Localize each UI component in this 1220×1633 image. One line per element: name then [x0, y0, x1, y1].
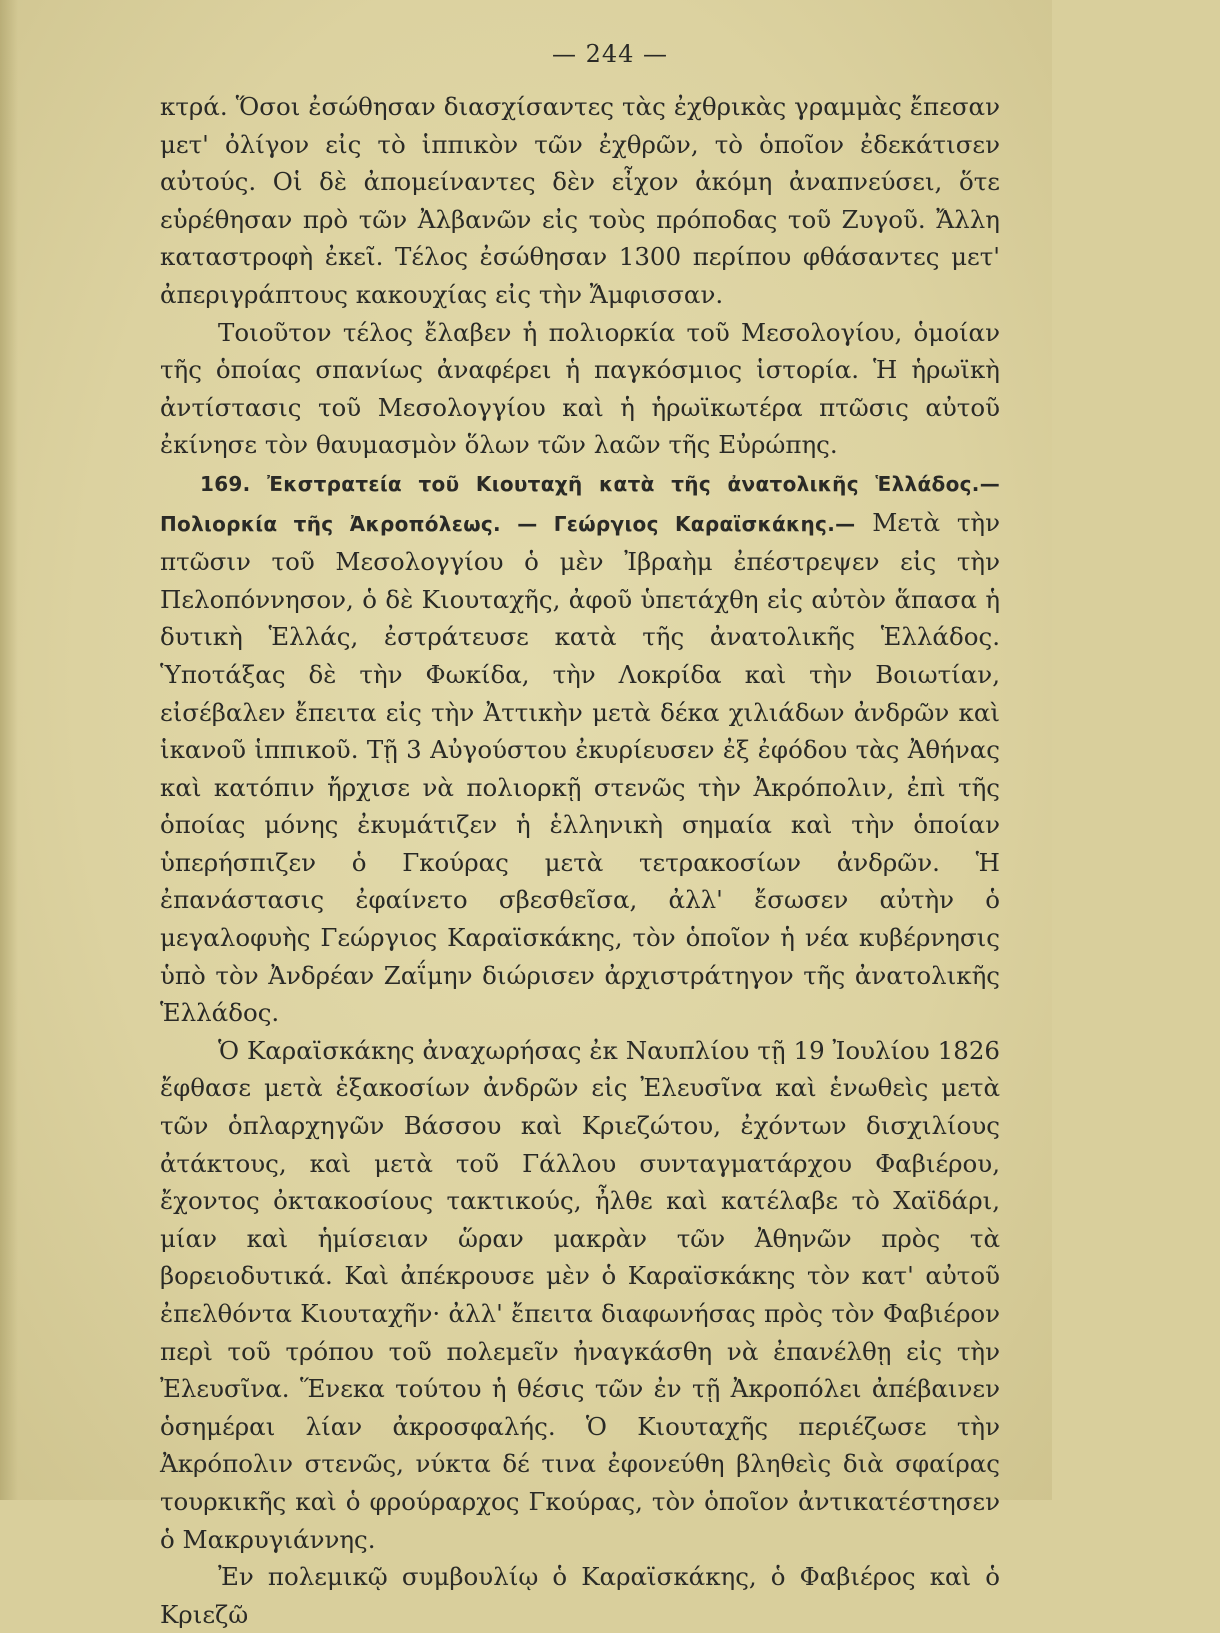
paragraph-2: Τοιοῦτον τέλος ἔλαβεν ἡ πολιορκία τοῦ Μεσολογίου, ὁμοίαν τῆς ὁποίας σπανίως ἀναφέρει ἡ παγκόσμιος ἱστορία. Ἡ ἡρωϊκὴ ἀντίστασις τοῦ Μεσολογγίου καὶ ἡ ἡρωϊκωτέρα πτῶσις αὐτοῦ ἐκίνησε τὸν θαυμασμὸν ὅλων τῶν λαῶν τῆς Εὐρώπης.	[160, 317, 1000, 460]
body-text	[160, 88, 1000, 1633]
paragraph-5: Ἐν πολεμικῷ συμβουλίῳ ὁ Καραϊσκάκης, ὁ Φαβιέρος καὶ ὁ Κριεζῶ	[160, 1562, 1000, 1629]
page-number: — 244 —	[551, 40, 669, 68]
section-heading: 169. Ἐκστρατεία τοῦ Κιουταχῆ κατὰ τῆς ἀνατολικῆς Ἑλλάδος.— Πολιορκία τῆς Ἀκροπόλεως. — Γεώργιος Καραϊσκάκης.—	[160, 471, 1000, 536]
paragraph-4: Ὁ Καραϊσκάκης ἀναχωρήσας ἐκ Ναυπλίου τῇ 19 Ἰουλίου 1826 ἔφθασε μετὰ ἑξακοσίων ἀνδρῶν εἰς Ἐλευσῖνα καὶ ἑνωθεὶς μετὰ τῶν ὁπλαρχηγῶν Βάσσου καὶ Κριεζώτου, ἐχόντων δισχιλίους ἀτάκτους, καὶ μετὰ τοῦ Γάλλου συνταγματάρχου Φαβιέρου, ἔχοντος ὀκτακοσίους τακτικούς, ἦλθε καὶ κατέλαβε τὸ Χαϊδάρι, μίαν καὶ ἡμίσειαν ὥραν μακρὰν τῶν Ἀθηνῶν πρὸς τὰ βορειοδυτικά. Καὶ ἀπέκρουσε μὲν ὁ Καραϊσκάκης τὸν κατ' αὐτοῦ ἐπελθόντα Κιουταχῆν· ἀλλ' ἔπειτα διαφωνήσας πρὸς τὸν Φαβιέρον περὶ τοῦ τρόπου τοῦ πολεμεῖν ἠναγκάσθη νὰ ἐπανέλθῃ εἰς τὴν Ἐλευσῖνα. Ἕνεκα τούτου ἡ θέσις τῶν ἐν τῇ Ἀκροπόλει ἀπέβαινεν ὁσημέραι λίαν ἀκροσφαλής. Ὁ Κιουταχῆς περιέζωσε τὴν Ἀκρόπολιν στενῶς, νύκτα δέ τινα ἐφονεύθη βληθεὶς διὰ σφαίρας τουρκικῆς καὶ ὁ φρούραρχος Γκούρας, τὸν ὁποῖον ἀντικατέστησεν ὁ Μακρυγιάννης.	[160, 1035, 1000, 1554]
paragraph-1: κτρά. Ὅσοι ἐσώθησαν διασχίσαντες τὰς ἐχθρικὰς γραμμὰς ἔπεσαν μετ' ὀλίγον εἰς τὸ ἱππικὸν τῶν ἐχθρῶν, τὸ ὁποῖον ἐδεκάτισεν αὐτούς. Οἱ δὲ ἀπομείναντες δὲν εἶχον ἀκόμη ἀναπνεύσει, ὅτε εὑρέθησαν πρὸ τῶν Ἀλβανῶν εἰς τοὺς πρόποδας τοῦ Ζυγοῦ. Ἄλλη καταστροφὴ ἐκεῖ. Τέλος ἐσώθησαν 1300 περίπου φθάσαντες μετ' ἀπεριγράπτους κακουχίας εἰς τὴν Ἄμφισσαν.	[160, 92, 1000, 309]
page-edge-shadow	[0, 0, 18, 1500]
section-169	[160, 464, 1000, 1032]
section-169-text: Μετὰ τὴν πτῶσιν τοῦ Μεσολογγίου ὁ μὲν Ἰβραὴμ ἐπέστρεψεν εἰς τὴν Πελοπόννησον, ὁ δὲ Κιουταχῆς, ἀφοῦ ὑπετάχθη εἰς αὐτὸν ἅπασα ἡ δυτικὴ Ἑλλάς, ἐστράτευσε κατὰ τῆς ἀνατολικῆς Ἑλλάδος. Ὑποτάξας δὲ τὴν Φωκίδα, τὴν Λοκρίδα καὶ τὴν Βοιωτίαν, εἰσέβαλεν ἔπειτα εἰς τὴν Ἀττικὴν μετὰ δέκα χιλιάδων ἀνδρῶν καὶ ἱκανοῦ ἱππικοῦ. Τῇ 3 Αὐγούστου ἐκυρίευσεν ἐξ ἐφόδου τὰς Ἀθήνας καὶ κατόπιν ἤρχισε νὰ πολιορκῇ στενῶς τὴν Ἀκρόπολιν, ἐπὶ τῆς ὁποίας μόνης ἐκυμάτιζεν ἡ ἑλληνικὴ σημαία καὶ τὴν ὁποίαν ὑπερήσπιζεν ὁ Γκούρας μετὰ τετρακοσίων ἀνδρῶν. Ἡ ἐπανάστασις ἐφαίνετο σβεσθεῖσα, ἀλλ' ἔσωσεν αὐτὴν ὁ μεγαλοφυὴς Γεώργιος Καραϊσκάκης, τὸν ὁποῖον ἡ νέα κυβέρνησις ὑπὸ τὸν Ἀνδρέαν Ζαΐμην διώρισεν ἀρχιστράτηγον τῆς ἀνατολικῆς Ἑλλάδος.	[160, 507, 1001, 1028]
